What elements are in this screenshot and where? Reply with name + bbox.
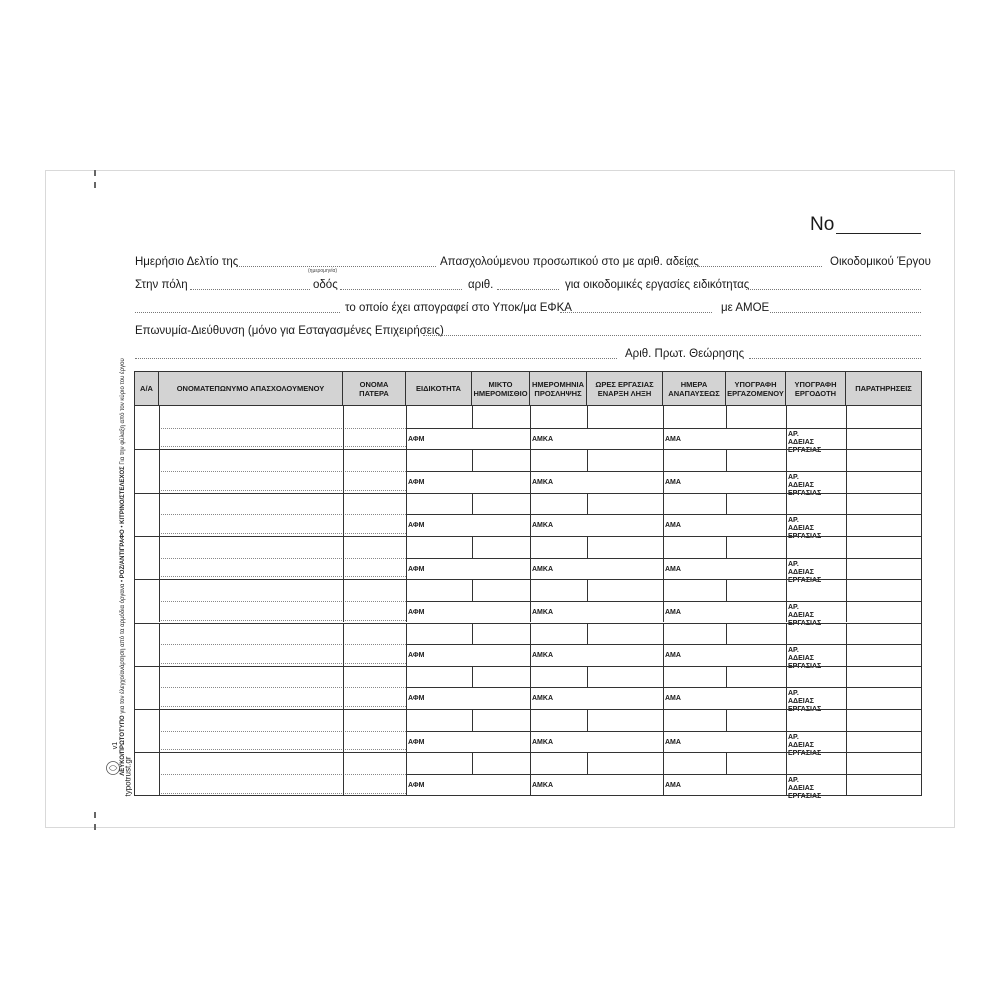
column-divider-upper <box>472 536 473 558</box>
column-divider <box>846 449 847 492</box>
specialty-field[interactable] <box>746 289 921 290</box>
column-divider-lower <box>663 687 664 709</box>
column-divider <box>406 709 407 752</box>
perforation-top <box>94 170 96 188</box>
header-remarks: ΠΑΡΑΤΗΡΗΣΕΙΣ <box>846 372 921 406</box>
column-divider-upper <box>587 536 588 558</box>
column-divider <box>846 406 847 449</box>
column-divider <box>159 536 160 579</box>
column-divider-lower <box>663 514 664 536</box>
column-divider-upper <box>587 579 588 601</box>
column-divider-upper <box>726 536 727 558</box>
column-divider-lower <box>663 471 664 493</box>
row-mid-dotted <box>159 601 406 602</box>
column-divider-upper <box>530 623 531 645</box>
column-divider-upper <box>726 752 727 774</box>
header-specialty: ΕΙΔΙΚΟΤΗΤΑ <box>406 372 472 406</box>
column-divider-upper <box>587 406 588 428</box>
column-divider-upper <box>726 666 727 688</box>
amka-label: ΑΜΚΑ <box>532 695 553 703</box>
row-bottom-dotted <box>159 663 406 664</box>
column-divider <box>846 536 847 579</box>
amka-label: ΑΜΚΑ <box>532 652 553 660</box>
column-divider <box>406 579 407 622</box>
column-divider <box>786 449 787 492</box>
column-divider <box>786 406 787 449</box>
date-field[interactable] <box>236 266 436 267</box>
column-divider-upper <box>726 493 727 515</box>
column-divider-lower <box>530 644 531 666</box>
column-divider <box>343 406 344 449</box>
ama-label: ΑΜΑ <box>665 435 681 443</box>
column-divider <box>846 579 847 622</box>
column-divider-upper <box>587 709 588 731</box>
column-divider <box>159 493 160 536</box>
column-divider-upper <box>726 449 727 471</box>
amka-label: ΑΜΚΑ <box>532 565 553 573</box>
column-divider-upper <box>530 709 531 731</box>
column-divider-lower <box>663 731 664 753</box>
column-divider-upper <box>726 406 727 428</box>
row-mid-dotted <box>159 687 406 688</box>
column-divider-upper <box>472 406 473 428</box>
form-number-field[interactable] <box>836 233 921 234</box>
typotrust-logo-icon <box>105 760 121 776</box>
column-divider <box>786 493 787 536</box>
row-bottom-dotted <box>159 620 406 621</box>
column-divider <box>846 493 847 536</box>
street-label: οδός <box>313 279 338 291</box>
column-divider-upper <box>472 623 473 645</box>
specialty-label: για οικοδομικές εργασίες ειδικότητας <box>565 279 750 291</box>
row-bottom-dotted <box>159 533 406 534</box>
form-number-label: No <box>810 214 835 235</box>
company-field[interactable] <box>423 335 921 336</box>
column-divider-upper <box>530 752 531 774</box>
header-employee-signature: ΥΠΟΓΡΑΦΗ ΕΡΓΑΖΟΜΕΝΟΥ <box>726 372 786 406</box>
company-field-continued[interactable] <box>135 358 617 359</box>
column-divider-upper <box>472 752 473 774</box>
column-divider <box>159 752 160 795</box>
row-bottom-dotted <box>159 706 406 707</box>
header-father-name: ΟΝΟΜΑ ΠΑΤΕΡΑ <box>343 372 406 406</box>
column-divider-upper <box>472 666 473 688</box>
header-work-hours: ΩΡΕΣ ΕΡΓΑΣΙΑΣ ΕΝΑΡΞΗ ΛΗΞΗ <box>587 372 663 406</box>
row-mid-dotted <box>159 471 406 472</box>
column-divider-upper <box>587 623 588 645</box>
column-divider <box>846 752 847 795</box>
protocol-number-field[interactable] <box>749 358 921 359</box>
column-divider <box>343 752 344 795</box>
column-divider <box>343 536 344 579</box>
column-divider <box>343 709 344 752</box>
column-divider-upper <box>472 493 473 515</box>
permit-label: ΑΡ. ΑΔΕΙΑΣ ΕΡΓΑΣΙΑΣ <box>788 777 822 801</box>
row-mid-dotted <box>159 514 406 515</box>
column-divider-upper <box>663 623 664 645</box>
row-mid-dotted <box>159 558 406 559</box>
column-divider-upper <box>663 536 664 558</box>
header-gross-wage: ΜΙΚΤΟ ΗΜΕΡΟΜΙΣΘΙΟ <box>472 372 530 406</box>
website-label: typotrust.gr <box>123 756 133 797</box>
perforation-bottom <box>94 812 96 830</box>
column-divider-lower <box>663 774 664 796</box>
project-field[interactable] <box>135 312 340 313</box>
afm-label: ΑΦΜ <box>408 782 425 790</box>
header-employer-signature: ΥΠΟΓΡΑΦΗ ΕΡΓΟΔΟΤΗ <box>786 372 846 406</box>
column-divider <box>786 579 787 622</box>
date-sublabel: (ημερομηνία) <box>308 268 338 274</box>
building-project-label: Οικοδομικού Έργου <box>830 256 931 268</box>
efka-label: το οποίο έχει απογραφεί στο Υποκ/μα ΕΦΚΑ <box>345 302 572 314</box>
ama-label: ΑΜΑ <box>665 608 681 616</box>
company-label: Επωνυμία-Διεύθυνση (μόνο για Εσταγασμένες Επιχειρήσεις) <box>135 325 444 337</box>
column-divider-upper <box>587 666 588 688</box>
afm-label: ΑΦΜ <box>408 478 425 486</box>
amoe-field[interactable] <box>770 312 921 313</box>
afm-label: ΑΦΜ <box>408 652 425 660</box>
header-aa: Α/Α <box>135 372 159 406</box>
column-divider-lower <box>530 428 531 450</box>
row-mid-dotted <box>159 428 406 429</box>
column-divider <box>406 406 407 449</box>
column-divider <box>786 709 787 752</box>
column-divider-upper <box>472 449 473 471</box>
column-divider-upper <box>472 709 473 731</box>
efka-field[interactable] <box>560 312 712 313</box>
column-divider-upper <box>587 752 588 774</box>
column-divider <box>343 449 344 492</box>
copy-distribution-note: ΛΕΥΚΟ/ΠΡΩΤΟΤΥΠΟ για τον έλεγχο/ανάρτηση από τα αρμόδια όργανα • ΡΟΖ/ΑΝΤΙΓΡΑΦΟ • ΚΙΤΡΙΝΟ/ΣΤΕΛΕΧΟΣ Για την φύλαξη από τον κύριο του έργου <box>120 358 126 776</box>
side-bold-3: ΚΙΤΡΙΝΟ/ΣΤΕΛΕΧΟΣ <box>120 466 126 524</box>
column-divider <box>159 579 160 622</box>
column-divider-lower <box>663 558 664 580</box>
column-divider-upper <box>663 449 664 471</box>
column-divider <box>786 536 787 579</box>
column-divider <box>846 709 847 752</box>
afm-label: ΑΦΜ <box>408 435 425 443</box>
side-bold-2: ΡΟΖ/ΑΝΤΙΓΡΑΦΟ <box>120 529 126 579</box>
row-bottom-dotted <box>159 490 406 491</box>
column-divider-upper <box>530 666 531 688</box>
column-divider-lower <box>663 601 664 623</box>
number-label: αριθ. <box>468 279 494 291</box>
column-divider-upper <box>530 406 531 428</box>
column-divider <box>786 752 787 795</box>
permit-label: ΑΡ. ΑΔΕΙΑΣ ΕΡΓΑΣΙΑΣ <box>788 690 822 714</box>
column-divider-upper <box>530 493 531 515</box>
column-divider-upper <box>663 709 664 731</box>
afm-label: ΑΦΜ <box>408 608 425 616</box>
column-divider <box>406 623 407 666</box>
ama-label: ΑΜΑ <box>665 738 681 746</box>
column-divider <box>159 449 160 492</box>
column-divider <box>343 623 344 666</box>
column-divider-upper <box>587 493 588 515</box>
column-divider <box>159 666 160 709</box>
amka-label: ΑΜΚΑ <box>532 738 553 746</box>
column-divider-upper <box>663 752 664 774</box>
column-divider-lower <box>530 601 531 623</box>
afm-label: ΑΦΜ <box>408 695 425 703</box>
afm-label: ΑΦΜ <box>408 565 425 573</box>
column-divider-upper <box>663 493 664 515</box>
column-divider-upper <box>726 709 727 731</box>
protocol-number-label: Αριθ. Πρωτ. Θεώρησης <box>625 348 745 360</box>
amka-label: ΑΜΚΑ <box>532 435 553 443</box>
column-divider-upper <box>530 536 531 558</box>
ama-label: ΑΜΑ <box>665 652 681 660</box>
row-mid-dotted <box>159 731 406 732</box>
amka-label: ΑΜΚΑ <box>532 782 553 790</box>
row-bottom-dotted <box>159 793 406 794</box>
column-divider <box>406 666 407 709</box>
header-full-name: ΟΝΟΜΑΤΕΠΩΝΥΜΟ ΑΠΑΣΧΟΛΟΥΜΕΝΟΥ <box>159 372 343 406</box>
personnel-permit-label: Απασχολούμενου προσωπικού στο με αριθ. αδείας <box>440 256 699 268</box>
column-divider-upper <box>663 579 664 601</box>
column-divider <box>786 623 787 666</box>
permit-label: ΑΡ. ΑΔΕΙΑΣ ΕΡΓΑΣΙΑΣ <box>788 560 822 584</box>
column-divider-upper <box>472 579 473 601</box>
amka-label: ΑΜΚΑ <box>532 608 553 616</box>
permit-label: ΑΡ. ΑΔΕΙΑΣ ΕΡΓΑΣΙΑΣ <box>788 473 822 497</box>
column-divider-upper <box>663 406 664 428</box>
row-mid-dotted <box>159 644 406 645</box>
column-divider-upper <box>530 449 531 471</box>
amka-label: ΑΜΚΑ <box>532 522 553 530</box>
ama-label: ΑΜΑ <box>665 522 681 530</box>
row-bottom-dotted <box>159 749 406 750</box>
row-bottom-dotted <box>159 446 406 447</box>
column-divider <box>159 406 160 449</box>
side-text-1: για τον έλεγχο/ανάρτηση από τα αρμόδια όργανα <box>120 583 126 714</box>
column-divider-upper <box>530 579 531 601</box>
column-divider-lower <box>530 471 531 493</box>
city-label: Στην πόλη <box>135 279 188 291</box>
permit-label: ΑΡ. ΑΔΕΙΑΣ ΕΡΓΑΣΙΑΣ <box>788 517 822 541</box>
header-hire-date: ΗΜΕΡΟΜΗΝΙΑ ΠΡΟΣΛΗΨΗΣ <box>530 372 587 406</box>
column-divider <box>846 623 847 666</box>
permit-label: ΑΡ. ΑΔΕΙΑΣ ΕΡΓΑΣΙΑΣ <box>788 733 822 757</box>
ama-label: ΑΜΑ <box>665 695 681 703</box>
column-divider-upper <box>726 623 727 645</box>
column-divider <box>343 493 344 536</box>
street-field[interactable] <box>340 289 462 290</box>
permit-number-field[interactable] <box>686 266 822 267</box>
column-divider <box>406 752 407 795</box>
column-divider-lower <box>530 514 531 536</box>
column-divider-upper <box>726 579 727 601</box>
row-mid-dotted <box>159 774 406 775</box>
column-divider <box>406 493 407 536</box>
amka-label: ΑΜΚΑ <box>532 478 553 486</box>
version-label: v1 <box>112 741 120 750</box>
employee-table <box>134 371 922 801</box>
amoe-label: με ΑΜΟΕ <box>721 302 770 314</box>
afm-label: ΑΦΜ <box>408 522 425 530</box>
number-field[interactable] <box>497 289 559 290</box>
column-divider <box>786 666 787 709</box>
side-text-2: Για την φύλαξη από τον κύριο του έργου <box>120 358 126 465</box>
ama-label: ΑΜΑ <box>665 782 681 790</box>
column-divider <box>406 536 407 579</box>
permit-label: ΑΡ. ΑΔΕΙΑΣ ΕΡΓΑΣΙΑΣ <box>788 603 822 627</box>
column-divider <box>159 709 160 752</box>
column-divider <box>406 449 407 492</box>
permit-label: ΑΡ. ΑΔΕΙΑΣ ΕΡΓΑΣΙΑΣ <box>788 430 822 454</box>
column-divider-lower <box>530 774 531 796</box>
column-divider-lower <box>530 687 531 709</box>
daily-report-label: Ημερήσιο Δελτίο της <box>135 256 239 268</box>
column-divider-lower <box>663 428 664 450</box>
side-bold-1: ΛΕΥΚΟ/ΠΡΩΤΟΤΥΠΟ <box>120 715 126 776</box>
header-rest-day: ΗΜΕΡΑ ΑΝΑΠΑΥΣΕΩΣ <box>663 372 726 406</box>
column-divider-upper <box>587 449 588 471</box>
row-bottom-dotted <box>159 576 406 577</box>
ama-label: ΑΜΑ <box>665 478 681 486</box>
afm-label: ΑΦΜ <box>408 738 425 746</box>
column-divider <box>159 623 160 666</box>
column-divider-upper <box>663 666 664 688</box>
column-divider-lower <box>530 731 531 753</box>
permit-label: ΑΡ. ΑΔΕΙΑΣ ΕΡΓΑΣΙΑΣ <box>788 647 822 671</box>
column-divider <box>343 579 344 622</box>
city-field[interactable] <box>190 289 310 290</box>
column-divider-lower <box>530 558 531 580</box>
column-divider-lower <box>663 644 664 666</box>
ama-label: ΑΜΑ <box>665 565 681 573</box>
column-divider <box>846 666 847 709</box>
column-divider <box>343 666 344 709</box>
